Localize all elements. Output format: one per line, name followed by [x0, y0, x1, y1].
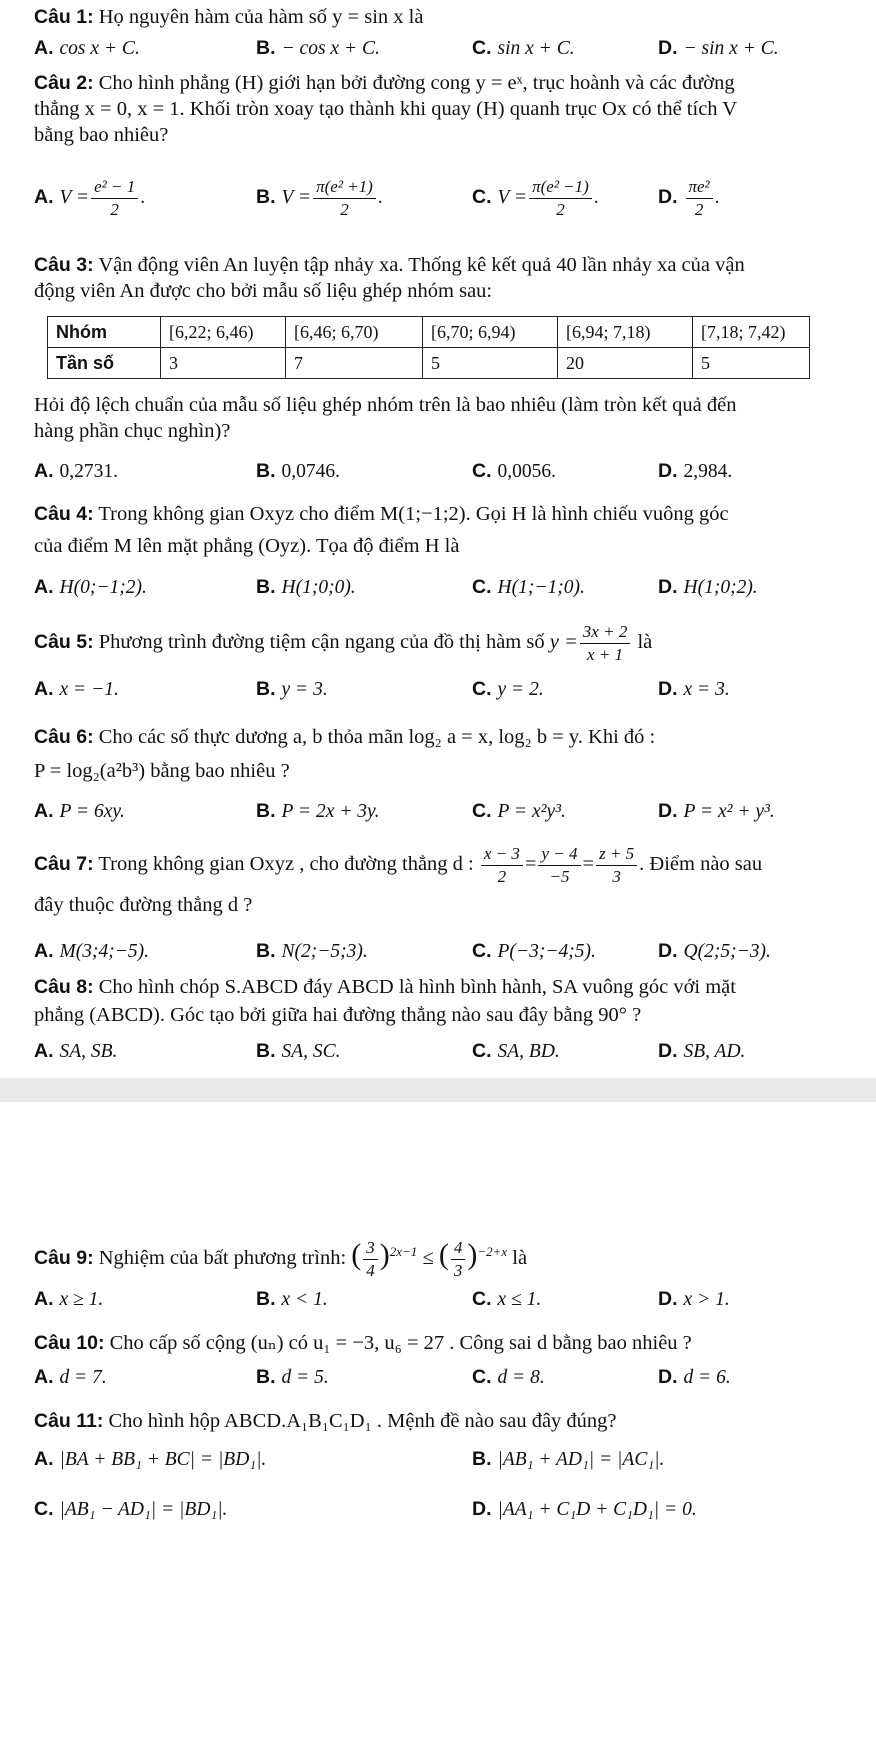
option-d[interactable]: D. |AA₁ + C₁D + C₁D₁| = 0.: [472, 1498, 697, 1520]
option-d[interactable]: D. Q(2;5;−3).: [658, 940, 771, 962]
option-a[interactable]: A. V = $\frac{\text{e² − 1}}{2}$ .: [34, 177, 146, 219]
option-d[interactable]: D. x = 3.: [658, 678, 730, 700]
option-c[interactable]: C. |AB₁ − AD₁| = |BD₁|.: [34, 1498, 228, 1520]
option-b[interactable]: B. − cos x + C.: [256, 37, 380, 59]
question-text: Họ nguyên hàm của hàm số y = sin x là: [98, 6, 424, 28]
option-a[interactable]: A. P = 6xy.: [34, 800, 125, 822]
question-11: Câu 11: Cho hình hộp ABCD.A₁B₁C₁D₁ . Mệnh đề nào sau đây đúng?: [34, 1410, 617, 1432]
question-1-options: [34, 37, 864, 63]
option-d[interactable]: D. − sin x + C.: [658, 37, 779, 59]
question-5-options: [34, 678, 864, 704]
option-d[interactable]: D. 2,984.: [658, 460, 733, 482]
option-b[interactable]: B. x < 1.: [256, 1288, 328, 1310]
option-d[interactable]: D. d = 6.: [658, 1366, 731, 1388]
option-c[interactable]: C. V = $\frac{\text{π(e² −1)}}{2}$ .: [472, 177, 599, 219]
question-6: Câu 6: Cho các số thực dương a, b thỏa mãn log₂ a = x, log₂ b = y. Khi đó : P = log₂(a²b³) bằng bao nhiêu ?: [34, 726, 656, 782]
question-1: [34, 4, 866, 30]
option-a[interactable]: A. x = −1.: [34, 678, 119, 700]
table-row: Nhóm [6,22; 6,46) [6,46; 6,70) [6,70; 6,94) [6,94; 7,18) [7,18; 7,42): [48, 317, 810, 348]
question-2-options: [34, 176, 864, 228]
option-c[interactable]: C. P(−3;−4;5).: [472, 940, 596, 962]
option-b[interactable]: B. SA, SC.: [256, 1040, 341, 1062]
option-d[interactable]: D. SB, AD.: [658, 1040, 746, 1062]
question-7-options: [34, 940, 864, 966]
option-b[interactable]: B. V = $\frac{\text{π(e² +1)}}{2}$ .: [256, 177, 383, 219]
option-b[interactable]: B. d = 5.: [256, 1366, 329, 1388]
option-c[interactable]: C. d = 8.: [472, 1366, 545, 1388]
option-c[interactable]: C. P = x²y³.: [472, 800, 566, 822]
question-8: Câu 8: Cho hình chóp S.ABCD đáy ABCD là hình bình hành, SA vuông góc với mặt: [34, 976, 736, 998]
option-c[interactable]: C. y = 2.: [472, 678, 544, 700]
option-d[interactable]: D. x > 1.: [658, 1288, 730, 1310]
option-c[interactable]: C. 0,0056.: [472, 460, 556, 482]
question-8-options: [34, 1040, 864, 1066]
option-a[interactable]: A. 0,2731.: [34, 460, 118, 482]
option-b[interactable]: B. P = 2x + 3y.: [256, 800, 380, 822]
question-9-options: [34, 1288, 864, 1314]
option-b[interactable]: B. H(1;0;0).: [256, 576, 356, 598]
question-5: Câu 5: Phương trình đường tiệm cận ngang của đồ thị hàm số y = $\frac{3x + 2}{x + 1}$ là: [34, 621, 653, 664]
question-3: Câu 3: Vận động viên An luyện tập nhảy xa. Thống kê kết quả 40 lần nhảy xa của vận động viên An được cho bởi mẫu số liệu ghép nhóm sau:: [34, 254, 745, 302]
option-b[interactable]: B. 0,0746.: [256, 460, 340, 482]
table-row: Tần số 3 7 5 20 5: [48, 348, 810, 379]
option-a[interactable]: A. M(3;4;−5).: [34, 940, 150, 962]
frequency-table: [47, 316, 810, 379]
option-c[interactable]: C. sin x + C.: [472, 37, 575, 59]
question-3-options: [34, 460, 864, 486]
question-11-options-row2: [34, 1498, 864, 1524]
option-d[interactable]: D. P = x² + y³.: [658, 800, 775, 822]
option-a[interactable]: A. H(0;−1;2).: [34, 576, 147, 598]
question-2: Câu 2: Cho hình phẳng (H) giới hạn bởi đường cong y = eˣ, trục hoành và các đường thẳng x = 0, x = 1. Khối tròn xoay tạo thành khi quay (H) quanh trục Ox có thể tích V bằng bao nhiêu?: [34, 72, 738, 146]
option-d[interactable]: D. $\frac{\text{πe²}}{2}$ .: [658, 177, 720, 219]
option-c[interactable]: C. H(1;−1;0).: [472, 576, 585, 598]
question-label: Câu 1:: [34, 6, 94, 28]
question-9: Câu 9: Nghiệm của bất phương trình: ( $\frac{3}{4}$ )$^{2x-1}$ ≤ ( $\frac{4}{3}$ )$^{-2+x}$ là: [34, 1237, 528, 1280]
option-c[interactable]: C. SA, BD.: [472, 1040, 560, 1062]
question-3-prompt: Hỏi độ lệch chuẩn của mẫu số liệu ghép nhóm trên là bao nhiêu (làm tròn kết quả đến hàng phần chục nghìn)?: [34, 394, 737, 442]
option-b[interactable]: B. |AB₁ + AD₁| = |AC₁|.: [472, 1448, 665, 1470]
question-4: Câu 4: Trong không gian Oxyz cho điểm M(1;−1;2). Gọi H là hình chiếu vuông góc của điểm M lên mặt phẳng (Oyz). Tọa độ điểm H là: [34, 503, 729, 557]
question-7-line2: đây thuộc đường thẳng d ?: [34, 894, 253, 916]
option-c[interactable]: C. x ≤ 1.: [472, 1288, 542, 1310]
option-a[interactable]: A. SA, SB.: [34, 1040, 118, 1062]
question-6-options: [34, 800, 864, 826]
option-b[interactable]: B. N(2;−5;3).: [256, 940, 368, 962]
function-fraction: $\frac{3x + 2}{x + 1}$: [580, 621, 631, 666]
option-a[interactable]: A. cos x + C.: [34, 37, 140, 59]
question-10-options: [34, 1366, 864, 1392]
worksheet-page-bottom: [0, 1102, 876, 1754]
question-4-options: [34, 576, 864, 602]
question-11-options-row1: [34, 1448, 864, 1474]
option-a[interactable]: A. |BA + BB₁ + BC| = |BD₁|.: [34, 1448, 267, 1470]
option-d[interactable]: D. H(1;0;2).: [658, 576, 758, 598]
question-10: Câu 10: Cho cấp số cộng (uₙ) có u₁ = −3, u₆ = 27 . Công sai d bằng bao nhiêu ?: [34, 1332, 692, 1354]
option-a[interactable]: A. d = 7.: [34, 1366, 107, 1388]
page-divider: [0, 1078, 876, 1102]
question-7: Câu 7: Trong không gian Oxyz , cho đường thẳng d : $\frac{x - 3}{2}$ = $\frac{y - 4}{-5}$ = $\frac{z + 5}{3}$ . Điểm nào sau: [34, 843, 763, 886]
option-a[interactable]: A. x ≥ 1.: [34, 1288, 104, 1310]
option-b[interactable]: B. y = 3.: [256, 678, 328, 700]
question-8-line2: phẳng (ABCD). Góc tạo bởi giữa hai đường thẳng nào sau đây bằng 90° ?: [34, 1004, 642, 1026]
